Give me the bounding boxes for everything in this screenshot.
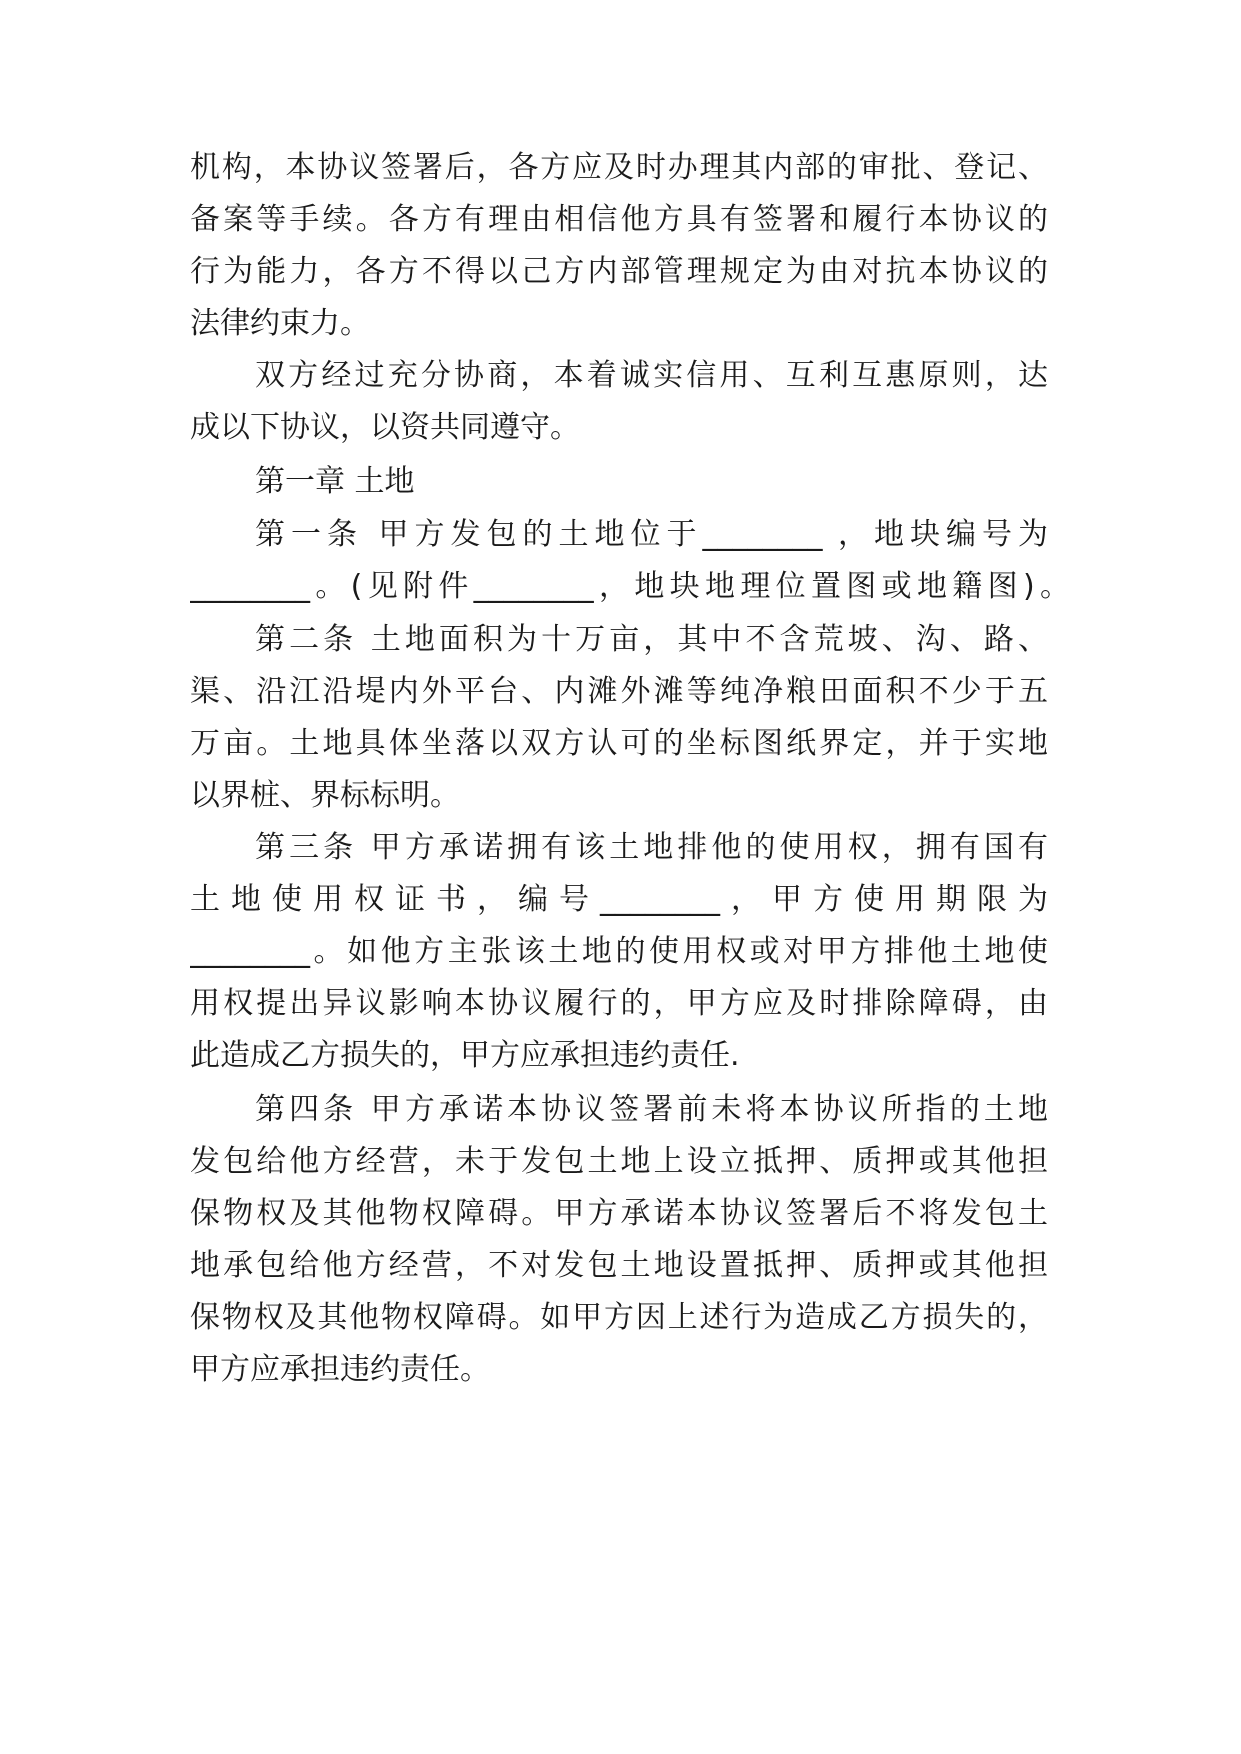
body-text-line: 发包给他方经营，未于发包土地上设立抵押、质押或其他担 [190, 1144, 1048, 1179]
body-text-line: 此造成乙方损失的，甲方应承担违约责任. [190, 1038, 740, 1073]
body-text-line: 第四条 甲方承诺本协议签署前未将本协议所指的土地 [255, 1092, 1048, 1127]
body-text-line: 渠、沿江沿堤内外平台、内滩外滩等纯净粮田面积不少于五 [190, 674, 1048, 709]
body-text-line: 以界桩、界标标明。 [190, 778, 460, 813]
body-text-line: 土地使用权证书，编号________，甲方使用期限为 [190, 882, 1048, 917]
body-text-line: 地承包给他方经营，不对发包土地设置抵押、质押或其他担 [190, 1248, 1048, 1283]
body-text-line: 第三条 甲方承诺拥有该土地排他的使用权，拥有国有 [255, 830, 1048, 865]
body-text-line: 甲方应承担违约责任。 [190, 1352, 490, 1387]
body-text-line: 用权提出异议影响本协议履行的，甲方应及时排除障碍，由 [190, 986, 1048, 1021]
body-text-line: 机构，本协议签署后，各方应及时办理其内部的审批、登记、 [190, 150, 1048, 185]
body-text-line: 备案等手续。各方有理由相信他方具有签署和履行本协议的 [190, 202, 1048, 237]
chapter-heading: 第一章 土地 [255, 464, 415, 499]
body-text-line: 法律约束力。 [190, 306, 370, 341]
body-text-line: 保物权及其他物权障碍。如甲方因上述行为造成乙方损失的， [190, 1300, 1048, 1335]
body-text-line: 保物权及其他物权障碍。甲方承诺本协议签署后不将发包土 [190, 1196, 1048, 1231]
body-text-line: 行为能力，各方不得以己方内部管理规定为由对抗本协议的 [190, 254, 1048, 289]
body-text-line: ________。如他方主张该土地的使用权或对甲方排他土地使 [190, 934, 1048, 969]
body-text-line: 双方经过充分协商，本着诚实信用、互利互惠原则，达 [255, 358, 1048, 393]
body-text-line: 万亩。土地具体坐落以双方认可的坐标图纸界定，并于实地 [190, 726, 1048, 761]
body-text-line: 第一条 甲方发包的土地位于________ ，地块编号为 [255, 517, 1048, 552]
body-text-line: 成以下协议，以资共同遵守。 [190, 410, 580, 445]
body-text-line: 第二条 土地面积为十万亩，其中不含荒坡、沟、路、 [255, 622, 1048, 657]
body-text-line: ________。(见附件________，地块地理位置图或地籍图)。 [190, 569, 1070, 604]
